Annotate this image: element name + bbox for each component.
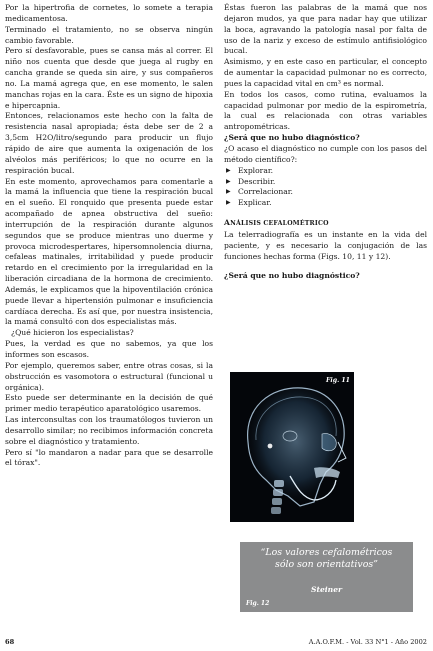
method-steps-list xyxy=(224,166,427,209)
paragraph: Pero sí desfavorable, pues se cansa más al correr. El niño nos cuenta que desde que juega al rugby en cancha grande se queda sin aire, y sus compañeros no. La mamá agrega que, en ese momento, le salen manchas rojas en la cara. Éste es un signo de hipoxia e hipercapnia. xyxy=(5,46,213,110)
paragraph: Entonces, relacionamos este hecho con la falta de resistencia nasal apropiada; ésta debe ser de 2 a 3,5cm H2O/litro/segundo para producir un flujo rápido de aire que aumenta la oxigenación de los alvéolos más periféricos; lo que no ocurre en la respiración bucal. xyxy=(5,111,213,175)
list-item: ▶ Explorar. xyxy=(226,165,274,175)
quote-box xyxy=(240,542,413,612)
list-item: ▶ Correlacionar. xyxy=(226,187,293,197)
left-column xyxy=(5,3,213,469)
question-heading: ¿Será que no hubo diagnóstico? xyxy=(224,133,360,143)
triangle-right-icon: ▶ xyxy=(226,177,231,185)
paragraph: Las interconsultas con los traumatólogos tuvieron un desarrollo similar; no recibimos información concreta sobre el diagnóstico y tratamiento. xyxy=(5,415,213,446)
paragraph: Asimismo, y en este caso en particular, el concepto de aumentar la capacidad pulmonar no es correcto, pues la capacidad vital en cm³ es normal. xyxy=(224,57,427,88)
list-item: ▶ Explicar. xyxy=(226,198,272,208)
paragraph: La telerradiografía es un instante en la vida del paciente, y es necesario la conjugación de las funciones hechas forma (Figs. 10, 11 y 12). xyxy=(224,229,427,261)
triangle-right-icon: ▶ xyxy=(226,166,231,174)
triangle-right-icon: ▶ xyxy=(226,199,231,207)
paragraph: Éstas fueron las palabras de la mamá que nos dejaron mudos, ya que para nadar hay que utilizar la boca, agravando la patología nasal por falta de uso de la nariz y exceso de estímulo antifisiológico bucal. xyxy=(224,3,427,56)
paragraph: Por ejemplo, queremos saber, entre otras cosas, si la obstrucción es vasomotora o estructural (funcional u orgánica). xyxy=(5,360,213,392)
paragraph: Pero sí "lo mandaron a nadar para que se desarrolle el tórax". xyxy=(5,447,213,468)
quote-author: Steiner xyxy=(310,585,343,594)
page-number: 68 xyxy=(5,638,15,646)
figure-label: Fig. 11 xyxy=(326,377,350,384)
xray-drawing xyxy=(230,372,354,522)
paragraph: En este momento, aprovechamos para comentarle a la mamá la influencia que tiene la respiración bucal en el sueño. El ronquido que presenta puede estar acompañado de apnea obstructiva del sueño: interrupción de la respiración durante algunos segundos que se produce mientras uno duerme y provoca microdespertares, hipersomnolencia diurna, cefaleas matinales, irritabilidad y puede producir retardo en el crecimiento por la irregularidad en la liberación circadiana de la hormona de crecimiento. Además, le explicamos que la hipoventilación crónica puede llevar a hipertensión pulmonar e insuficiencia cardíaca derecha. Es así que, por nuestra insistencia, la mamá consultó con dos especialistas más. xyxy=(5,176,213,327)
paragraph: Terminado el tratamiento, no se observa ningún cambio favorable. xyxy=(5,24,213,45)
section-title: ANÁLISIS CEFALOMÉTRICO xyxy=(224,218,329,228)
figure-label: Fig. 12 xyxy=(246,600,270,607)
triangle-right-icon: ▶ xyxy=(226,188,231,196)
question-heading: ¿Será que no hubo diagnóstico? xyxy=(224,271,360,281)
quote-text: “Los valores cefalométricos sólo son orientativos” xyxy=(260,547,393,570)
paragraph: ¿O acaso el diagnóstico no cumple con los pasos del método científico?: xyxy=(224,143,427,164)
question-heading: ¿Qué hicieron los especialistas? xyxy=(11,328,134,338)
cephalometric-xray-image xyxy=(230,372,354,522)
journal-citation: A.A.O.F.M. - Vol. 33 N°1 - Año 2002 xyxy=(308,638,427,646)
list-item: ▶ Describir. xyxy=(226,176,276,186)
paragraph: Esto puede ser determinante en la decisión de qué primer medio terapéutico aparatológico usaremos. xyxy=(5,393,213,414)
paragraph: Por la hipertrofia de cornetes, lo somete a terapia medicamentosa. xyxy=(5,3,213,23)
paragraph: Pues, la verdad es que no sabemos, ya que los informes son escasos. xyxy=(5,339,213,359)
right-column xyxy=(224,3,427,282)
paragraph: En todos los casos, como rutina, evaluamos la capacidad pulmonar por medio de la espirometría, la cual es relacionada con otras variables antropométricas. xyxy=(224,89,427,132)
